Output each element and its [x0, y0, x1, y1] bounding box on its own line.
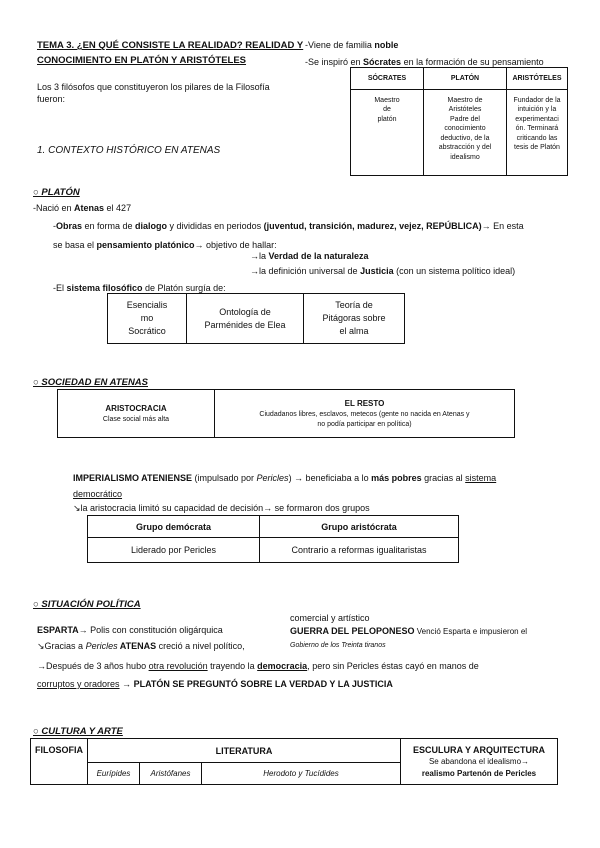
title-line-2: CONOCIMIENTO EN PLATÓN Y ARISTÓTELES	[37, 55, 247, 66]
note-bold: noble	[374, 40, 399, 50]
text: →Después de 3 años hubo	[37, 661, 149, 671]
sources-table	[107, 293, 405, 344]
page-title	[37, 38, 303, 68]
text-bold: más pobres	[371, 473, 422, 483]
cell-pitagoras: Teoría de Pitágoras sobre el alma	[304, 294, 405, 344]
platon-born	[33, 203, 131, 213]
note-inspiro	[305, 57, 544, 67]
cell-herodoto: Herodoto y Tucídides	[202, 763, 401, 785]
cell-filosofia: FILOSOFIA	[31, 739, 88, 785]
text-bold: dialogo	[135, 221, 168, 231]
text-italic: Pericles	[85, 641, 118, 651]
text: → Polis con constitución oligárquica	[78, 625, 223, 635]
escultura-sub-2: realismo Partenón de Pericles	[421, 768, 537, 778]
sociedad-heading: ○ SOCIEDAD EN ATENAS	[33, 377, 148, 388]
imperialismo-paragraph	[73, 470, 543, 502]
text: -El	[53, 283, 67, 293]
text: →la definición universal de	[250, 266, 361, 276]
escultura-sub-1: Se abandona el idealismo→	[428, 756, 530, 766]
text-bold: pensamiento platónico	[96, 240, 195, 250]
text: →la	[250, 251, 269, 261]
despues-paragraph	[37, 657, 577, 693]
text: trayendo la	[207, 661, 258, 671]
text: Venció Esparta e impusieron el	[414, 627, 528, 636]
cell-esencialismo: Esencialis mo Socrático	[108, 294, 187, 344]
text-bold-underline: democracia	[257, 661, 308, 671]
header-socrates: SÓCRATES	[351, 68, 424, 90]
text-underline: corruptos y oradores	[37, 679, 120, 689]
cell-euripides: Eurípides	[88, 763, 140, 785]
cultura-table	[30, 738, 558, 785]
cell-aristocracia	[58, 390, 215, 438]
cell-aristocrata: Contrario a reformas igualitaristas	[260, 538, 459, 563]
text-underline: sistema	[465, 473, 497, 483]
esparta-line	[37, 625, 223, 635]
text-bold: ESPARTA	[37, 625, 79, 635]
resto-sub-1: Ciudadanos libres, esclavos, metecos (gente no nacida en Atenas y	[259, 411, 470, 419]
cell-democrata: Liderado por Pericles	[88, 538, 260, 563]
note-familia	[305, 40, 398, 50]
situacion-heading: ○ SITUACIÓN POLÍTICA	[33, 599, 141, 610]
text: , pero sin Pericles éstas cayó en manos de	[307, 661, 479, 671]
aristocracia-line: ↘la aristocracia limitó su capacidad de decisión→ se formaron dos grupos	[73, 503, 370, 513]
text: de Platón surgía de:	[142, 283, 226, 293]
cell-platon: Maestro de Aristóteles Padre del conocimiento deductivo, de la abstracción y del idealismo	[424, 90, 507, 176]
text-bold: ATENAS	[117, 641, 157, 651]
guerra-line	[290, 626, 527, 636]
cultura-heading: ○ CULTURA Y ARTE	[33, 726, 123, 737]
text: en forma de	[82, 221, 136, 231]
escultura-title: ESCULURA Y ARQUITECTURA	[412, 744, 545, 755]
text: el 427	[104, 203, 132, 213]
cell-escultura	[401, 739, 558, 785]
text: creció a nivel político,	[156, 641, 245, 651]
header-aristoteles: ARISTÓTELES	[507, 68, 568, 90]
comercial-text: comercial y artístico	[290, 613, 370, 623]
cell-aristoteles: Fundador de la intuición y la experimentaci ón. Terminará criticando las tesis de Platón	[507, 90, 568, 176]
note-text: -Se inspiró en	[305, 57, 364, 67]
resto-title: EL RESTO	[344, 399, 385, 409]
text-underline: democrático	[73, 489, 123, 499]
text: →	[119, 679, 134, 689]
cell-ontologia: Ontología de Parménides de Elea	[187, 294, 304, 344]
note-text: en la formación de su pensamiento	[401, 57, 544, 67]
philosophers-table	[350, 67, 568, 176]
intro-line-1: Los 3 filósofos que constituyeron los pilares de la Filosofía	[37, 82, 270, 92]
obras-paragraph	[53, 217, 573, 255]
text: (con un sistema político ideal)	[393, 266, 516, 276]
text: -	[53, 221, 56, 231]
text-bold: Justicia	[360, 266, 394, 276]
text-bold: PLATÓN SE PREGUNTÓ SOBRE LA VERDAD Y LA JUSTICIA	[133, 679, 393, 689]
header-democrata: Grupo demócrata	[88, 516, 260, 538]
text: ↘Gracias a	[37, 641, 86, 651]
text-bold: Atenas	[74, 203, 105, 213]
resto-sub-2: no podía participar en política)	[317, 420, 412, 428]
text: → En esta	[481, 221, 524, 231]
text-bold: sistema filosófico	[66, 283, 143, 293]
cell-el-resto	[215, 390, 515, 438]
header-platon: PLATÓN	[424, 68, 507, 90]
text-bold: (juventud, transición, madurez, vejez, REPÚBLICA)	[263, 221, 482, 231]
header-aristocrata: Grupo aristócrata	[260, 516, 459, 538]
text-underline: otra revolución	[148, 661, 208, 671]
intro-line-2: fueron:	[37, 94, 66, 104]
text: ) → beneficiaba a lo	[288, 473, 372, 483]
sistema-line	[53, 283, 226, 293]
section-1-heading: 1. CONTEXTO HISTÓRICO EN ATENAS	[37, 145, 221, 156]
goal-verdad	[250, 251, 369, 261]
note-text: -Viene de familia	[305, 40, 375, 50]
text: se basa el	[53, 240, 97, 250]
text-italic: Pericles	[256, 473, 289, 483]
platon-heading: ○ PLATÓN	[33, 187, 80, 198]
text: (impulsado por	[192, 473, 257, 483]
aristocracia-title: ARISTOCRACIA	[105, 403, 167, 413]
title-line-1: TEMA 3. ¿EN QUÉ CONSISTE LA REALIDAD? REALIDAD Y	[37, 40, 304, 51]
goal-justicia	[250, 266, 515, 276]
sociedad-table	[57, 389, 515, 438]
text: -Nació en	[33, 203, 75, 213]
text-bold: Verdad de la naturaleza	[268, 251, 369, 261]
text-bold: Obras	[56, 221, 83, 231]
cell-literatura: LITERATURA	[88, 739, 401, 763]
cell-socrates: Maestro de platón	[351, 90, 424, 176]
intro-text	[37, 81, 270, 105]
groups-table	[87, 515, 459, 563]
gobierno-text: Gobierno de los Treinta tiranos	[290, 642, 386, 649]
text: y divididas en periodos	[167, 221, 264, 231]
cell-aristofanes: Aristófanes	[140, 763, 202, 785]
text-bold: GUERRA DEL PELOPONESO	[290, 626, 415, 636]
text: → objetivo de hallar:	[194, 240, 277, 250]
note-bold: Sócrates	[363, 57, 402, 67]
gracias-line	[37, 641, 245, 652]
aristocracia-sub: Clase social más alta	[102, 415, 170, 423]
text-bold: IMPERIALISMO ATENIENSE	[73, 473, 193, 483]
text: gracias al	[421, 473, 466, 483]
